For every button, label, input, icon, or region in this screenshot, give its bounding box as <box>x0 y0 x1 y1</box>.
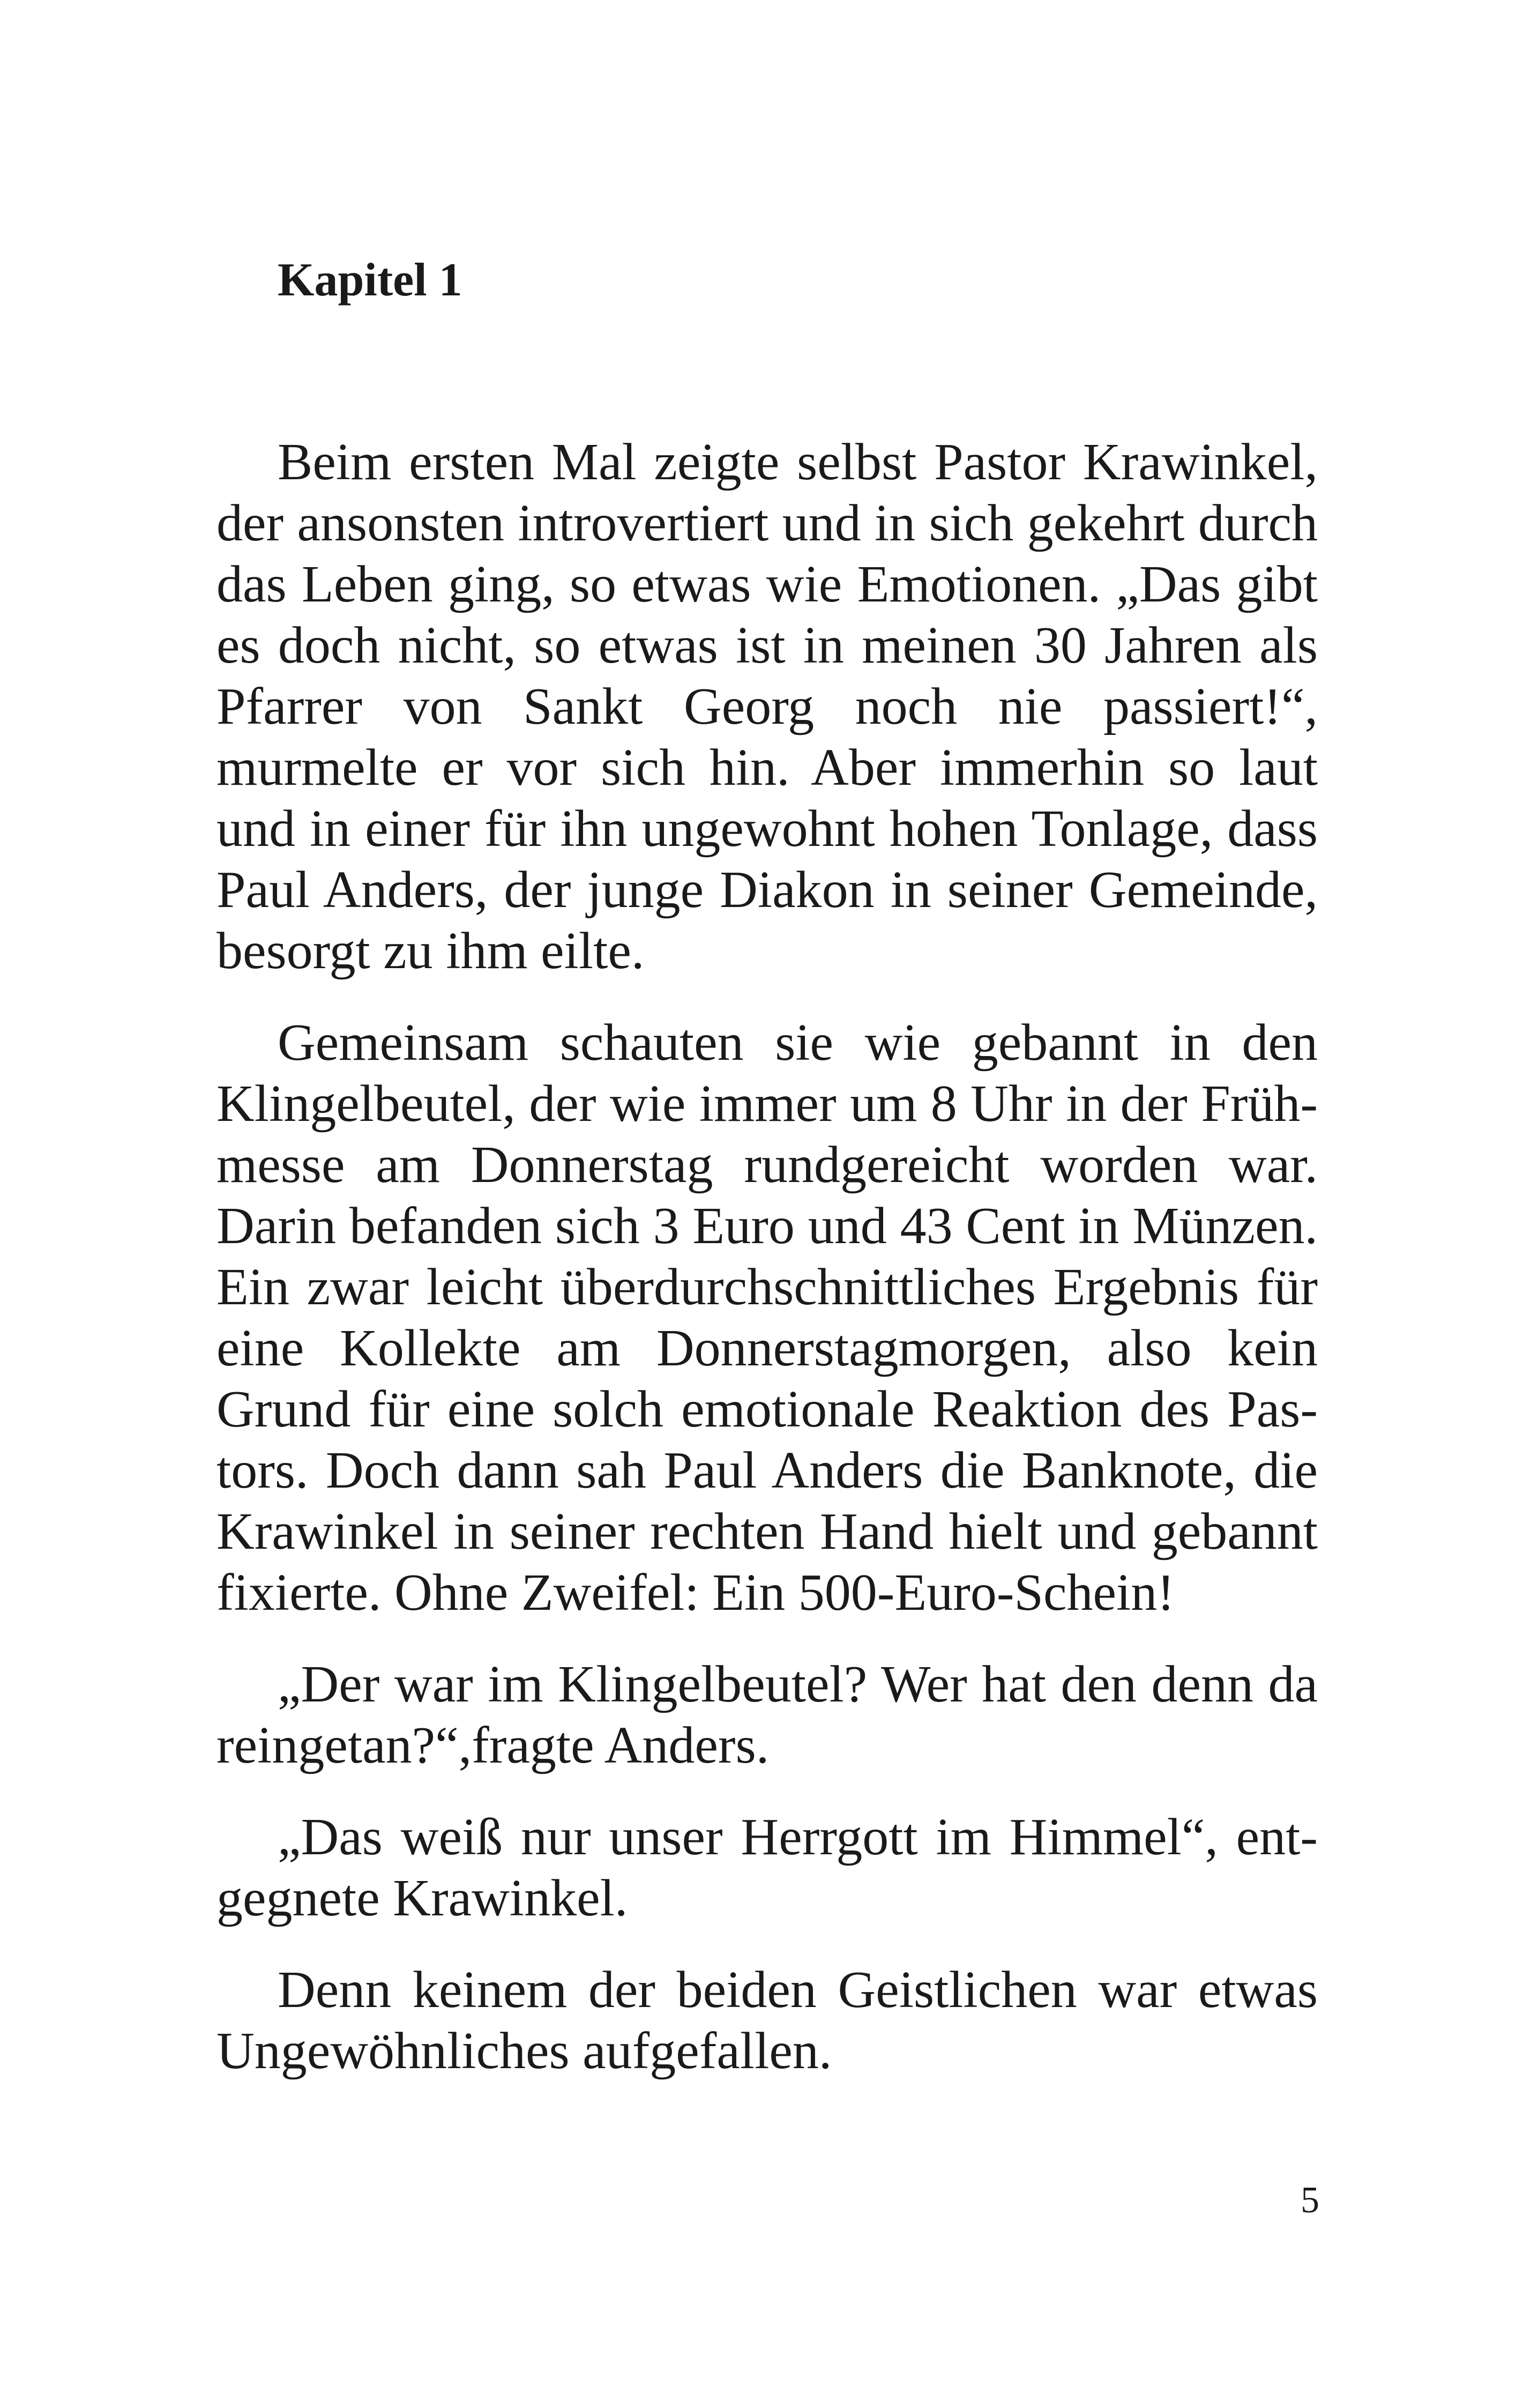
paragraph: „Das weiß nur unser Herrgott im Himmel“, entgegnete Krawinkel. <box>216 1808 1318 1927</box>
page-number: 5 <box>1301 2180 1319 2221</box>
paragraph: „Der war im Klingelbeutel? Wer hat den denn da reingetan?“,fragte Anders. <box>216 1655 1318 1774</box>
body-text <box>216 432 1318 2082</box>
paragraph: Beim ersten Mal zeigte selbst Pastor Krawinkel, der ansonsten introvertiert und in sich gekehrt durch das Leben ging, so etwas wie Emotionen. „Das gibt es doch nicht, so etwas ist in meinen 30 Jahren als Pfarrer von Sankt Georg noch nie passiert!“, murmelte er vor sich hin. Aber immerhin so laut und in einer für ihn ungewohnt hohen Tonlage, dass Paul Anders, der junge Diakon in seiner Gemeinde, besorgt zu ihm eilte. <box>216 433 1318 980</box>
chapter-title: Kapitel 1 <box>278 254 462 306</box>
paragraph: Denn keinem der beiden Geistlichen war etwas Ungewöhnliches aufgefallen. <box>216 1961 1318 2080</box>
paragraph: Gemeinsam schauten sie wie gebannt in den Klingelbeutel, der wie immer um 8 Uhr in der Frühmesse am Donnerstag rundgereicht worden war. Darin befanden sich 3 Euro und 43 Cent in Münzen. Ein zwar leicht überdurchschnittliches Ergebnis für eine Kollekte am Donnerstagmorgen, also kein Grund für eine solch emotionale Reaktion des Pastors. Doch dann sah Paul Anders die Banknote, die Krawinkel in seiner rechten Hand hielt und gebannt fixierte. Ohne Zweifel: Ein 500-Euro-Schein! <box>216 1014 1318 1622</box>
